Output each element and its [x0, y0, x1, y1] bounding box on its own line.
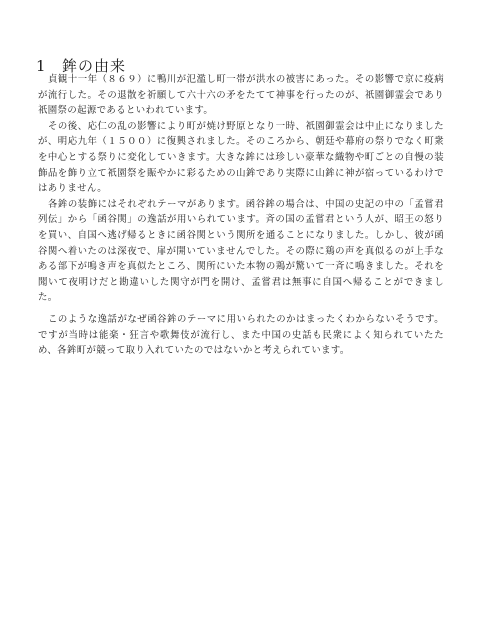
paragraph-conclusion: このような逸話がなぜ函谷鉾のテーマに用いられたのかはまったくわからないそうです。ですが当時は能楽・狂言や歌舞伎が流行し、また中国の史話も民衆によく知られていたため、各鉾町が競って取り入れていたのではないかと考えられています。 — [38, 313, 444, 357]
paragraph-origin: 貞観十一年（８６９）に鴨川が氾濫し町一帯が洪水の被害にあった。その影響で京に疫病が流行した。その退散を祈願して六十六の矛をたてて神事を行ったのが、祇園御霊会であり祇園祭の起源であるといわれています。 — [38, 74, 444, 117]
document-body — [38, 72, 444, 359]
paragraph-theme: 各鉾の装飾にはそれぞれテーマがあります。函谷鉾の場合は、中国の史記の中の「孟嘗君列伝」から「函谷関」の逸話が用いられています。斉の国の孟嘗君という人が、昭王の怒りを買い、自国へ逃げ帰るときに函谷関という関所を通ることになりました。しかし、彼が函谷関へ着いたのは深夜で、扉が開いていませんでした。その際に鶏の声を真似るのが上手なある部下が鳴き声を真似たところ、関所にいた本物の鶏が驚いて一斉に鳴きました。それを聞いて夜明けだと勘違いした関守が門を開け、孟嘗君は無事に自国へ帰ることができました。 — [38, 198, 444, 304]
paragraph-revival: その後、応仁の乱の影響により町が焼け野原となり一時、祇園御霊会は中止になりましたが、明応九年（１５００）に復興されました。そのころから、朝廷や幕府の祭りでなく町衆を中心とする祭りに変化していきます。大きな鉾には珍しい豪華な織物や町ごとの自慢の装飾品を飾り立て祇園祭を賑やかに彩るための山鉾であり実際に山鉾に神が宿っているわけではありません。 — [38, 120, 444, 195]
section-title: 鉾の由来 — [62, 57, 127, 76]
section-number: 1 — [36, 57, 47, 76]
